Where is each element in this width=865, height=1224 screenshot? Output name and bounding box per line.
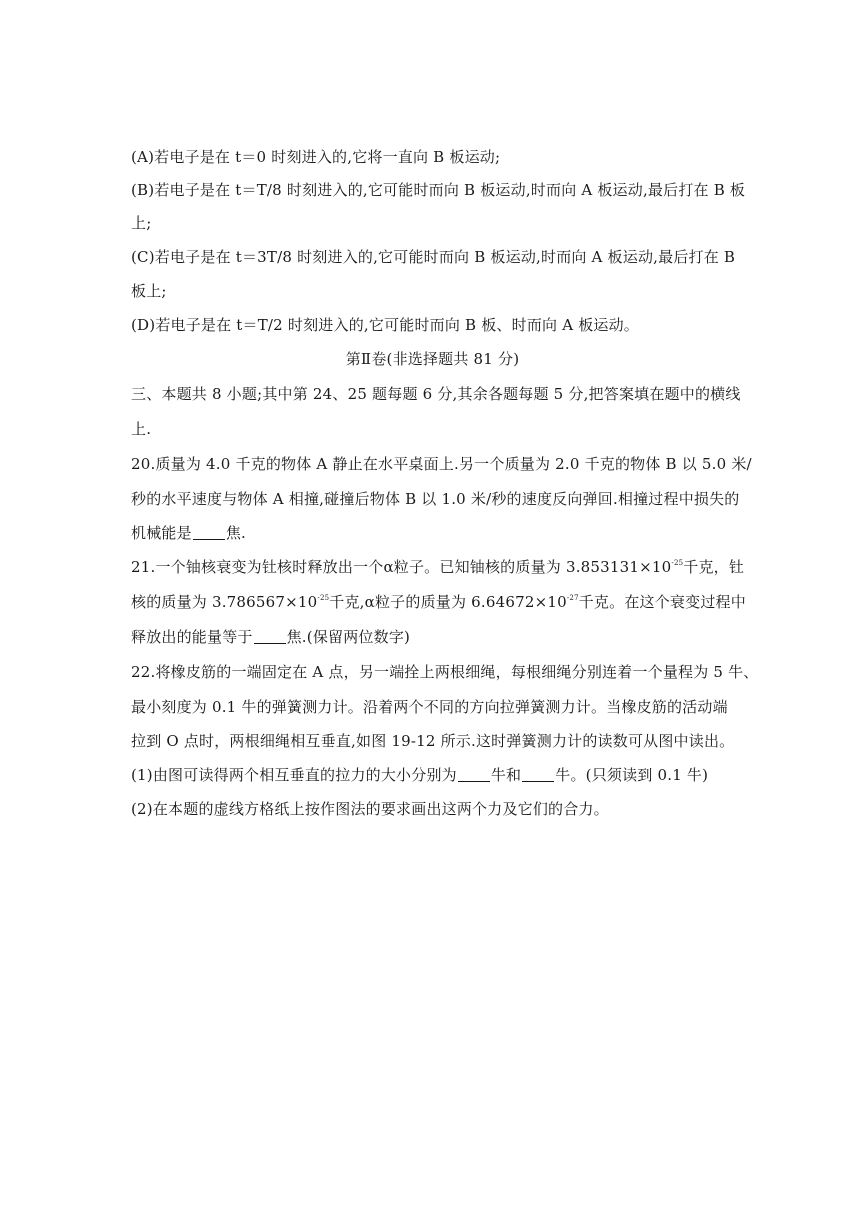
question-21-line1: [131, 557, 751, 577]
answer-blank-21: [254, 629, 286, 644]
question-21-line2: [131, 592, 751, 612]
option-b-line2: 上;: [131, 214, 152, 232]
answer-blank-20: [193, 525, 225, 540]
question-22-sub1-text-b: 牛和: [490, 766, 522, 784]
exponent-uranium: -25: [671, 559, 684, 567]
option-a: (A)若电子是在 t＝0 时刻进入的,它将一直向 B 板运动;: [131, 148, 501, 166]
question-21-text-g: 焦.(保留两位数字): [286, 628, 411, 646]
option-b-line1: (B)若电子是在 t＝T/8 时刻进入的,它可能时而向 B 板运动,时而向 A 板运动,最后打在 B 板: [131, 181, 746, 199]
question-22-line3: 拉到 O 点时，两根细绳相互垂直,如图 19-12 所示.这时弹簧测力计的读数可从图中读出。: [131, 732, 735, 750]
exponent-alpha: -27: [566, 594, 579, 602]
question-20-text-before-blank: 机械能是: [131, 524, 192, 542]
question-22-line2: 最小刻度为 0.1 牛的弹簧测力计。沿着两个不同的方向拉弹簧测力计。当橡皮筋的活动端: [131, 698, 728, 716]
instructions-line2: 上.: [131, 420, 152, 438]
question-22-sub2: (2)在本题的虚线方格纸上按作图法的要求画出这两个力及它们的合力。: [131, 800, 609, 818]
question-21-text-a: 21.一个铀核衰变为钍核时释放出一个α粒子。已知铀核的质量为 3.853131×10: [131, 558, 672, 576]
option-c-line1: (C)若电子是在 t＝3T/8 时刻进入的,它可能时而向 B 板运动,时而向 A 板运动,最后打在 B: [131, 248, 736, 266]
question-22-sub1-text-a: (1)由图可读得两个相互垂直的拉力的大小分别为: [131, 766, 457, 784]
question-22-sub1: [131, 765, 751, 785]
answer-blank-22-2: [522, 767, 554, 782]
question-21-text-c: 核的质量为 3.786567×10: [131, 593, 318, 611]
question-20-line1: 20.质量为 4.0 千克的物体 A 静止在水平桌面上.另一个质量为 2.0 千克的物体 B 以 5.0 米/: [131, 455, 752, 473]
question-21-text-b: 千克，钍: [683, 558, 745, 576]
question-20-line2: 秒的水平速度与物体 A 相撞,碰撞后物体 B 以 1.0 米/秒的速度反向弹回.相撞过程中损失的: [131, 490, 740, 508]
exponent-thorium: -25: [317, 594, 330, 602]
section-title: 第Ⅱ卷(非选择题共 81 分): [345, 350, 520, 368]
question-20-text-after-blank: 焦.: [225, 524, 246, 542]
question-22-sub1-text-c: 牛。(只须读到 0.1 牛): [555, 766, 709, 784]
option-d: (D)若电子是在 t＝T/2 时刻进入的,它可能时而向 B 板、时而向 A 板运动。: [131, 316, 639, 334]
instructions-line1: 三、本题共 8 小题;其中第 24、25 题每题 6 分,其余各题每题 5 分,把答案填在题中的横线: [131, 385, 741, 403]
question-22-line1: 22.将橡皮筋的一端固定在 A 点，另一端拴上两根细绳，每根细绳分别连着一个量程为 5 牛、: [131, 663, 759, 681]
option-c-line2: 板上;: [131, 282, 167, 300]
question-20-line3: [131, 523, 751, 543]
question-21-text-e: 千克。在这个衰变过程中: [578, 593, 746, 611]
question-21-text-d: 千克,α粒子的质量为 6.64672×10: [329, 593, 567, 611]
question-21-text-f: 释放出的能量等于: [131, 628, 253, 646]
question-21-line3: [131, 627, 751, 647]
answer-blank-22-1: [458, 767, 490, 782]
